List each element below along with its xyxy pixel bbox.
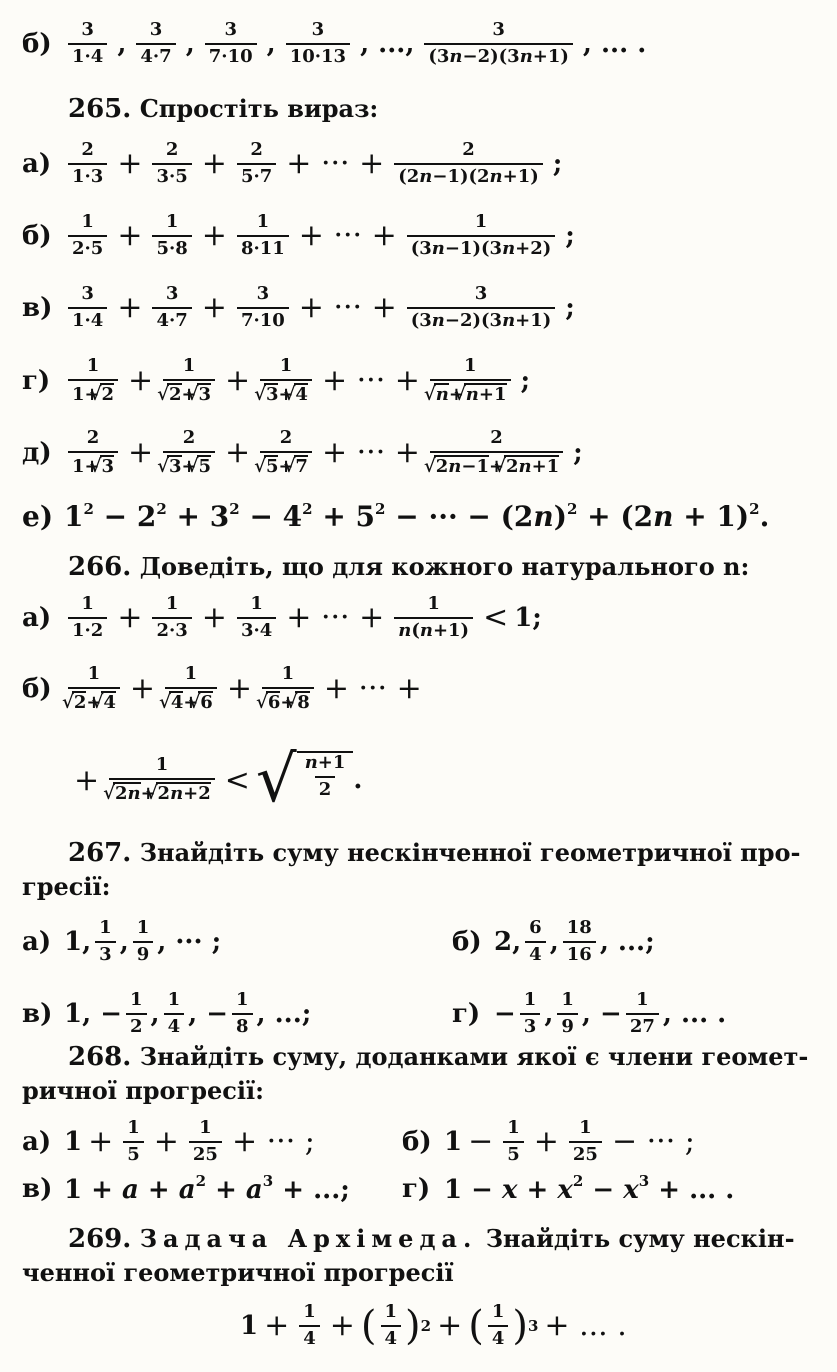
problem-text: Знайдіть суму, доданками якої є члени геомет- (139, 1042, 809, 1071)
fraction: $\frac{3}{1\cdot 4}$ (68, 20, 107, 67)
item-label: б) (402, 1126, 432, 1157)
exercise-265-a: а) $\frac{2}{1\cdot 3}$ + $\frac{2}{3\cdot 5}$ + $\frac{2}{5\cdot 7}$ + ··· + $\frac{2}{(2n-1)(2n+1)}$ ; (22, 139, 563, 187)
item-label: б) (22, 673, 52, 704)
fraction: $\frac{3}{4\cdot 7}$ (136, 20, 175, 67)
item-label: а) (22, 148, 52, 179)
problem-267-title (68, 836, 800, 870)
exercise-265-g: г) $\frac{1}{1+√ 2}$ + 1 √ 2+√ 3 + 1 √ 3+√ 4 + ··· + 1 √ n+√ n+1 ; (22, 356, 815, 405)
item-label: а) (22, 602, 52, 633)
problem-number: 267. (68, 838, 132, 868)
exercise-264-b: б) $\frac{3}{1\cdot 4}$ , $\frac{3}{4\cdot 7}$ , $\frac{3}{7\cdot 10}$ , $\frac{3}{10\cdot 13}$ , ..., $\frac{3}{(3n-2)(3n+1)}$ , ... . (22, 19, 647, 67)
item-label: г) (22, 365, 51, 396)
exercise-266-b: б) 1 √ 2+√ 4 + 1 √ 4+√ 6 + 1 √ 6+√ 8 + ··· + (22, 664, 815, 713)
fraction: $\frac{3}{10\cdot 13}$ (286, 20, 350, 67)
fraction: $\frac{3}{(3n-2)(3n+1)}$ (424, 20, 573, 67)
problem-269-title (68, 1222, 795, 1256)
item-label: а) (22, 926, 52, 957)
item-label: д) (22, 437, 52, 468)
problem-number: 268. (68, 1042, 132, 1072)
problem-text: Спростіть вираз: (139, 94, 379, 123)
exercise-267-v: в) 1, − $\frac{1}{2}$ , $\frac{1}{4}$ , − $\frac{1}{8}$ , ...; г) − $\frac{1}{3}$ , $\frac{1}{9}$ , − $\frac{1}{27}$ , ... . (22, 989, 727, 1037)
problem-265-title (68, 92, 378, 126)
exercise-265-d: д) $\frac{2}{1+√ 3}$ + 2 √ 3+√ 5 + 2 √ 5+√ 7 + ··· + 2 √ 2n−1+√ 2n+1 ; (22, 428, 815, 477)
problem-name: Задача Архімеда. (139, 1224, 478, 1253)
item-label: в) (22, 292, 53, 323)
item-label: е) (22, 500, 54, 533)
item-label: г) (452, 998, 481, 1029)
item-label: а) (22, 1126, 52, 1157)
problem-number: 269. (68, 1224, 132, 1254)
problem-268-title-cont: ричної прогресії: (22, 1076, 265, 1105)
problem-number: 266. (68, 552, 132, 582)
problem-text: Знайдіть суму нескінченної геометричної про- (139, 838, 801, 867)
item-label: в) (22, 1173, 53, 1204)
item-label: г) (402, 1173, 431, 1204)
problem-number: 265. (68, 94, 132, 124)
problem-266-title (68, 550, 749, 584)
exercise-266-b-cont: + 1 √ 2n+√ 2n+2 < √ $\frac{n+1}{2}$ . (68, 748, 815, 812)
problem-269-title-cont: ченної геометричної прогресії (22, 1258, 454, 1287)
problem-267-title-cont: гресії: (22, 872, 111, 901)
exercise-265-v: в) $\frac{3}{1\cdot 4}$ + $\frac{3}{4\cdot 7}$ + $\frac{3}{7\cdot 10}$ + ··· + $\frac{3}{(3n-2)(3n+1)}$ ; (22, 283, 575, 331)
exercise-265-b: б) $\frac{1}{2\cdot 5}$ + $\frac{1}{5\cdot 8}$ + $\frac{1}{8\cdot 11}$ + ··· + $\frac{1}{(3n-1)(3n+2)}$ ; (22, 211, 575, 259)
problem-text: Знайдіть суму нескін- (485, 1224, 795, 1253)
item-label: б) (452, 926, 482, 957)
problem-268-title (68, 1040, 808, 1074)
item-label: в) (22, 998, 53, 1029)
fraction: $\frac{3}{7\cdot 10}$ (205, 20, 257, 67)
item-label: б) (22, 220, 52, 251)
item-label: б) (22, 28, 52, 59)
exercise-266-a: а) $\frac{1}{1\cdot 2}$ + $\frac{1}{2\cdot 3}$ + $\frac{1}{3\cdot 4}$ + ··· + $\frac{1}{n(n+1)}$ < 1; (22, 593, 542, 641)
exercise-265-e: е) $1^2 - 2^2 + 3^2 - 4^2 + 5^2$ − ··· − $(2n)^2 + (2n + 1)^2$. (22, 500, 770, 533)
exercise-269-expression: 1 + $\frac{1}{4}$ + ( $\frac{1}{4}$ ) 2 + ( $\frac{1}{4}$ ) 3 + ... . (240, 1301, 627, 1349)
problem-text: Доведіть, що для кожного натурального n: (139, 552, 750, 581)
exercise-268-v: в) $1 + a + a^2 + a^3$ + ...; г) $1 - x + x^2 - x^3$ + ... . (22, 1172, 735, 1205)
exercise-268-a: а) 1 + $\frac{1}{5}$ + $\frac{1}{25}$ + ··· ; б) 1 − $\frac{1}{5}$ + $\frac{1}{25}$ − ··· ; (22, 1117, 695, 1165)
exercise-267-a: а) 1, $\frac{1}{3}$ , $\frac{1}{9}$ , ··· ; б) 2, $\frac{6}{4}$ , $\frac{18}{16}$ , ...; (22, 917, 655, 965)
